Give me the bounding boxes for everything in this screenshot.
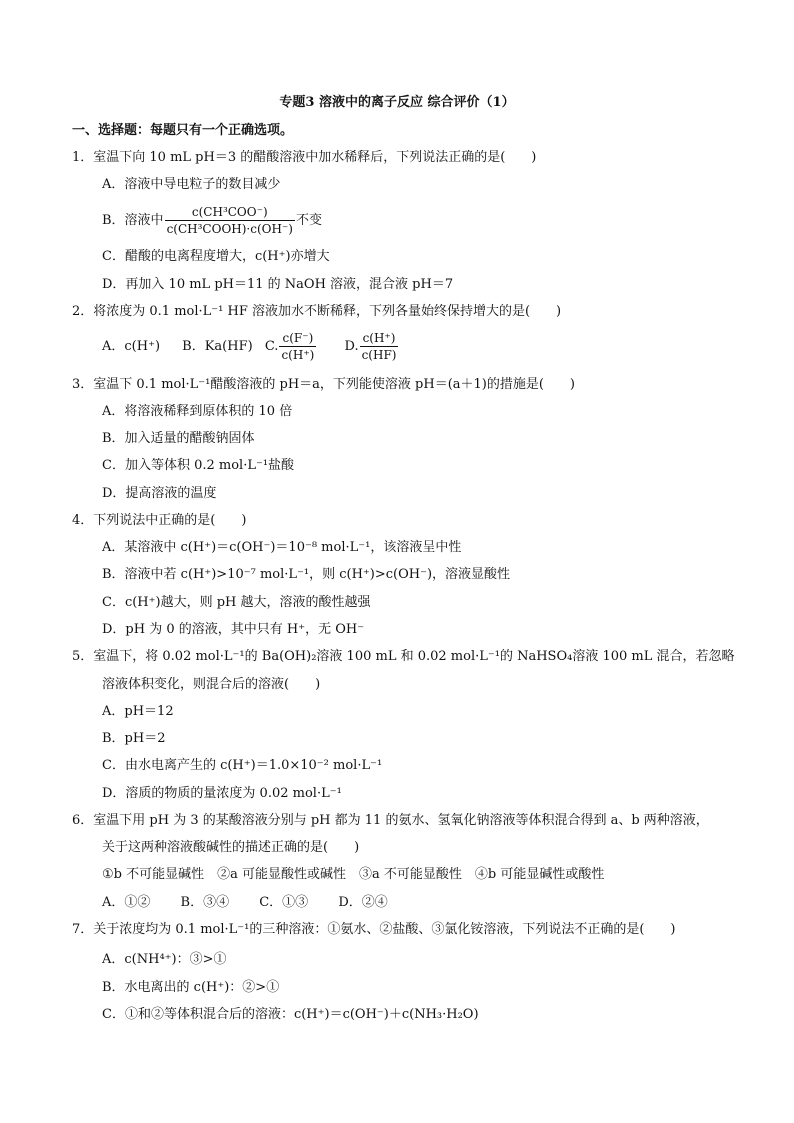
question-1-option-b [102, 204, 322, 237]
question-2-option-a: A．c(H⁺) [102, 338, 161, 354]
question-3-option-c: C．加入等体积 0.2 mol·L⁻¹盐酸 [102, 458, 295, 473]
question-3-option-d: D．提高溶液的温度 [102, 486, 217, 501]
question-3-option-b: B．加入适量的醋酸钠固体 [102, 431, 255, 446]
question-5-stem: 5．室温下，将 0.02 mol·L⁻¹的 Ba(OH)₂溶液 100 mL 和 0.02 mol·L⁻¹的 NaHSO₄溶液 100 mL 混合，若忽略 [72, 649, 735, 664]
question-5-stem-continued: 溶液体积变化，则混合后的溶液( ) [102, 677, 321, 692]
question-7-option-a: A．c(NH⁴⁺)：③>① [102, 952, 227, 967]
question-2-option-d-fraction [360, 330, 399, 363]
question-6-stem: 6．室温下用 pH 为 3 的某酸溶液分别与 pH 都为 11 的氨水、氢氧化钠溶液等体积混合得到 a、b 两种溶液， [72, 813, 709, 828]
question-4-option-b: B．溶液中若 c(H⁺)>10⁻⁷ mol·L⁻¹，则 c(H⁺)>c(OH⁻)，溶液显酸性 [102, 567, 511, 582]
question-7-option-c: C．①和②等体积混合后的溶液：c(H⁺)＝c(OH⁻)＋c(NH₃·H₂O) [102, 1007, 479, 1022]
question-6-statements: ①b 不可能显碱性 ②a 可能显酸性或碱性 ③a 不可能显酸性 ④b 可能显碱性或酸性 [102, 867, 605, 882]
question-2-option-c-prefix: C. [264, 338, 279, 354]
question-1-option-b-prefix: B．溶液中 [102, 212, 164, 228]
question-6-stem-continued: 关于这两种溶液酸碱性的描述正确的是( ) [102, 840, 360, 855]
question-4-option-d: D．pH 为 0 的溶液，其中只有 H⁺，无 OH⁻ [102, 622, 365, 637]
question-5-option-c: C．由水电离产生的 c(H⁺)＝1.0×10⁻² mol·L⁻¹ [102, 758, 383, 773]
question-5-option-b: B．pH＝2 [102, 731, 166, 746]
question-7-option-b: B．水电离出的 c(H⁺)：②>① [102, 980, 280, 995]
question-7-stem: 7．关于浓度均为 0.1 mol·L⁻¹的三种溶液：①氨水、②盐酸、③氯化铵溶液，下列说法不正确的是( ) [72, 922, 676, 937]
fraction-denominator: c(HF) [361, 348, 397, 362]
question-2-option-c-fraction [279, 330, 316, 363]
question-2-option-d-prefix: D. [344, 338, 359, 354]
fraction-denominator: c(CH³COOH)·c(OH⁻) [166, 222, 293, 236]
fraction-numerator: c(H⁺) [360, 330, 399, 347]
fraction-numerator: c(F⁻) [279, 330, 316, 347]
question-1-option-b-suffix: 不变 [295, 212, 322, 228]
question-6-option-d: D．②④ [338, 895, 388, 910]
question-1-stem: 1．室温下向 10 mL pH＝3 的醋酸溶液中加水稀释后，下列说法正确的是( ) [72, 150, 537, 165]
question-5-option-d: D．溶质的物质的量浓度为 0.02 mol·L⁻¹ [102, 786, 342, 801]
question-6-options [102, 894, 406, 912]
question-1-option-c: C．醋酸的电离程度增大，c(H⁺)亦增大 [102, 249, 330, 264]
question-2-stem: 2．将浓度为 0.1 mol·L⁻¹ HF 溶液加水不断稀释，下列各量始终保持增大的是( ) [72, 304, 562, 319]
question-6-option-c: C．①③ [259, 895, 309, 910]
fraction-denominator: c(H⁺) [281, 348, 315, 362]
document-title: 专题3 溶液中的离子反应 综合评价（1） [279, 95, 515, 110]
question-1-option-a: A．溶液中导电粒子的数目减少 [102, 177, 281, 192]
section-heading: 一、选择题：每题只有一个正确选项。 [72, 123, 294, 138]
fraction-numerator: c(CH³COO⁻) [165, 204, 295, 221]
question-1-option-b-fraction [165, 204, 295, 237]
question-1-option-d: D．再加入 10 mL pH＝11 的 NaOH 溶液，混合液 pH＝7 [102, 277, 454, 292]
question-6-option-a: A．①② [102, 895, 151, 910]
question-4-option-c: C．c(H⁺)越大，则 pH 越大，溶液的酸性越强 [102, 595, 371, 610]
question-5-option-a: A．pH＝12 [102, 704, 174, 719]
question-3-stem: 3．室温下 0.1 mol·L⁻¹醋酸溶液的 pH＝a，下列能使溶液 pH＝(a＋1)的措施是( ) [72, 377, 576, 392]
question-4-option-a: A．某溶液中 c(H⁺)＝c(OH⁻)＝10⁻⁸ mol·L⁻¹，该溶液呈中性 [102, 540, 462, 555]
question-4-stem: 4．下列说法中正确的是( ) [72, 513, 247, 528]
question-2-option-b: B．Ka(HF) [182, 338, 253, 354]
question-3-option-a: A．将溶液稀释到原体积的 10 倍 [102, 404, 293, 419]
question-6-option-b: B．③④ [180, 895, 230, 910]
question-2-options [102, 330, 399, 363]
